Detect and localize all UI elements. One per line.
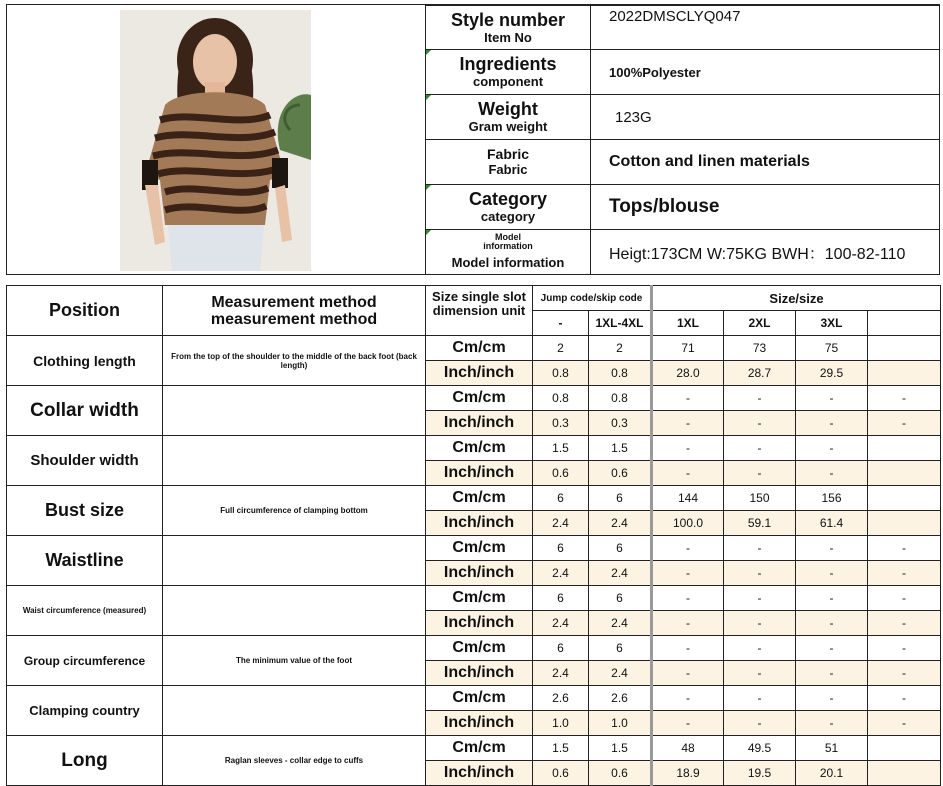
unit-inch-cell: Inch/inch	[426, 611, 533, 636]
method-cell	[163, 386, 426, 436]
cm-value-cell: 6	[589, 586, 652, 611]
unit-cm-cell: Cm/cm	[426, 486, 533, 511]
unit-header: Size single slot dimension unit	[426, 286, 533, 336]
cm-value-cell: 1.5	[589, 736, 652, 761]
inch-value-cell	[868, 361, 941, 386]
inch-value-cell: 28.0	[652, 361, 724, 386]
cm-value-cell: -	[652, 586, 724, 611]
cm-value-cell: -	[868, 386, 941, 411]
cm-value-cell: -	[724, 536, 796, 561]
size-col-1xl: 1XL	[652, 311, 724, 336]
model-value: Heigt:173CM W:75KG BWH：100-82-110	[591, 230, 940, 275]
size-chart-body	[7, 336, 941, 786]
inch-value-cell: 0.6	[533, 461, 589, 486]
unit-cm-cell: Cm/cm	[426, 436, 533, 461]
inch-value-cell: 0.3	[589, 411, 652, 436]
inch-value-cell: 2.4	[589, 611, 652, 636]
inch-value-cell: -	[868, 711, 941, 736]
inch-value-cell: -	[796, 661, 868, 686]
cm-value-cell: -	[868, 586, 941, 611]
unit-inch-cell: Inch/inch	[426, 761, 533, 786]
info-row-ingredients	[426, 50, 940, 95]
unit-cm-cell: Cm/cm	[426, 686, 533, 711]
weight-sublabel: Gram weight	[468, 119, 548, 134]
model-photo-illustration	[120, 10, 311, 271]
cm-value-cell: -	[652, 686, 724, 711]
cm-value-cell: -	[796, 536, 868, 561]
unit-inch-cell: Inch/inch	[426, 461, 533, 486]
cm-value-cell: -	[796, 386, 868, 411]
style-number-sublabel: Item No	[484, 29, 532, 45]
cm-value-cell: 6	[533, 486, 589, 511]
inch-value-cell: -	[724, 411, 796, 436]
inch-value-cell: 61.4	[796, 511, 868, 536]
fabric-label: Fabric	[486, 146, 529, 162]
cm-value-cell: 1.5	[533, 436, 589, 461]
cm-value-cell: -	[724, 636, 796, 661]
info-row-weight	[426, 95, 940, 140]
cm-value-cell: 2.6	[533, 686, 589, 711]
inch-value-cell: 2.4	[533, 661, 589, 686]
inch-value-cell: 0.3	[533, 411, 589, 436]
inch-value-cell: -	[868, 561, 941, 586]
jump-col-1xl-4xl: 1XL-4XL	[589, 311, 652, 336]
method-cell: From the top of the shoulder to the middle of the back foot (back length)	[163, 336, 426, 386]
category-value: Tops/blouse	[591, 185, 940, 230]
inch-value-cell: -	[796, 561, 868, 586]
inch-value-cell: -	[652, 411, 724, 436]
size-header: Size/size	[652, 286, 941, 311]
unit-cm-cell: Cm/cm	[426, 536, 533, 561]
unit-inch-cell: Inch/inch	[426, 411, 533, 436]
method-cell	[163, 436, 426, 486]
inch-value-cell: 19.5	[724, 761, 796, 786]
inch-value-cell: -	[868, 661, 941, 686]
cm-value-cell: 2	[533, 336, 589, 361]
method-cell: Full circumference of clamping bottom	[163, 486, 426, 536]
fabric-sublabel: Fabric	[488, 162, 528, 177]
cm-value-cell: -	[796, 586, 868, 611]
model-information-label: Model information	[451, 255, 565, 270]
position-cell: Long	[7, 736, 163, 786]
unit-cm-cell: Cm/cm	[426, 636, 533, 661]
position-header: Position	[7, 286, 163, 336]
method-cell: Raglan sleeves - collar edge to cuffs	[163, 736, 426, 786]
ingredients-label: Ingredients	[459, 54, 557, 74]
size-col-2xl: 2XL	[724, 311, 796, 336]
cm-value-cell: 2	[589, 336, 652, 361]
inch-value-cell: 18.9	[652, 761, 724, 786]
jump-code-header: Jump code/skip code	[533, 286, 652, 311]
unit-cm-cell: Cm/cm	[426, 386, 533, 411]
table-row	[7, 436, 941, 461]
cm-value-cell: -	[796, 686, 868, 711]
cm-value-cell: -	[652, 386, 724, 411]
unit-inch-cell: Inch/inch	[426, 711, 533, 736]
inch-value-cell: -	[724, 661, 796, 686]
cm-value-cell: 0.8	[589, 386, 652, 411]
unit-cm-cell: Cm/cm	[426, 736, 533, 761]
model-label: Model	[495, 232, 521, 242]
table-row	[7, 486, 941, 511]
cm-value-cell: 73	[724, 336, 796, 361]
position-cell: Waistline	[7, 536, 163, 586]
inch-value-cell: 100.0	[652, 511, 724, 536]
inch-value-cell: -	[652, 611, 724, 636]
position-cell: Clamping country	[7, 686, 163, 736]
ingredients-value: 100%Polyester	[591, 50, 940, 95]
inch-value-cell: 1.0	[533, 711, 589, 736]
size-col-3xl: 3XL	[796, 311, 868, 336]
unit-cm-cell: Cm/cm	[426, 586, 533, 611]
weight-value: 123G	[591, 95, 940, 140]
size-chart-table	[6, 285, 941, 786]
inch-value-cell: -	[724, 461, 796, 486]
inch-value-cell: 0.6	[589, 761, 652, 786]
cm-value-cell: 1.5	[533, 736, 589, 761]
cm-value-cell: 6	[589, 636, 652, 661]
position-cell: Shoulder width	[7, 436, 163, 486]
cm-value-cell	[868, 736, 941, 761]
size-col-empty	[868, 311, 941, 336]
cm-value-cell: 48	[652, 736, 724, 761]
category-sublabel: category	[480, 209, 536, 224]
cm-value-cell: 6	[589, 486, 652, 511]
inch-value-cell: -	[652, 661, 724, 686]
inch-value-cell: -	[796, 611, 868, 636]
cm-value-cell: -	[724, 686, 796, 711]
inch-value-cell: 20.1	[796, 761, 868, 786]
cm-value-cell: -	[868, 636, 941, 661]
cm-value-cell: 6	[533, 536, 589, 561]
style-number-label: Style number	[450, 9, 566, 30]
inch-value-cell: 28.7	[724, 361, 796, 386]
inch-value-cell: -	[724, 561, 796, 586]
table-row	[7, 736, 941, 761]
inch-value-cell: 2.4	[589, 561, 652, 586]
inch-value-cell: 59.1	[724, 511, 796, 536]
method-cell	[163, 686, 426, 736]
cm-value-cell: -	[652, 436, 724, 461]
cm-value-cell: -	[724, 436, 796, 461]
cm-value-cell	[868, 336, 941, 361]
inch-value-cell: 2.4	[589, 661, 652, 686]
method-cell	[163, 586, 426, 636]
inch-value-cell: 0.6	[533, 761, 589, 786]
cm-value-cell: 6	[589, 536, 652, 561]
cm-value-cell	[868, 436, 941, 461]
inch-value-cell: -	[652, 711, 724, 736]
unit-inch-cell: Inch/inch	[426, 511, 533, 536]
position-cell: Waist circumference (measured)	[7, 586, 163, 636]
cm-value-cell: -	[868, 686, 941, 711]
inch-value-cell: -	[724, 711, 796, 736]
position-cell: Bust size	[7, 486, 163, 536]
inch-value-cell: -	[724, 611, 796, 636]
unit-inch-cell: Inch/inch	[426, 661, 533, 686]
model-photo	[120, 10, 311, 271]
cm-value-cell: -	[868, 536, 941, 561]
inch-value-cell: 2.4	[589, 511, 652, 536]
model-sublabel: information	[483, 241, 533, 251]
inch-value-cell: 0.8	[533, 361, 589, 386]
cm-value-cell: 6	[533, 586, 589, 611]
inch-value-cell	[868, 511, 941, 536]
cm-value-cell: 0.8	[533, 386, 589, 411]
position-cell: Clothing length	[7, 336, 163, 386]
method-cell	[163, 536, 426, 586]
cm-value-cell: 75	[796, 336, 868, 361]
inch-value-cell	[868, 461, 941, 486]
position-cell: Collar width	[7, 386, 163, 436]
table-row	[7, 386, 941, 411]
inch-value-cell: 29.5	[796, 361, 868, 386]
inch-value-cell: -	[652, 561, 724, 586]
table-row	[7, 536, 941, 561]
inch-value-cell: -	[868, 411, 941, 436]
style-number-value: 2022DMSCLYQ047	[591, 6, 940, 50]
cm-value-cell: -	[796, 636, 868, 661]
method-header: Measurement method measurement method	[163, 286, 426, 336]
cm-value-cell	[868, 486, 941, 511]
table-row	[7, 686, 941, 711]
unit-cm-cell: Cm/cm	[426, 336, 533, 361]
product-info-table	[425, 5, 940, 275]
jump-col-dash: -	[533, 311, 589, 336]
cm-value-cell: -	[796, 436, 868, 461]
info-row-fabric	[426, 140, 940, 185]
inch-value-cell: -	[796, 411, 868, 436]
header-row-1	[7, 286, 941, 311]
cm-value-cell: -	[652, 636, 724, 661]
inch-value-cell: -	[868, 611, 941, 636]
product-info-panel	[6, 4, 940, 275]
cm-value-cell: 49.5	[724, 736, 796, 761]
inch-value-cell: 0.6	[589, 461, 652, 486]
inch-value-cell: -	[796, 461, 868, 486]
inch-value-cell: -	[796, 711, 868, 736]
ingredients-sublabel: component	[472, 74, 544, 89]
info-row-category	[426, 185, 940, 230]
cm-value-cell: -	[652, 536, 724, 561]
info-row-model	[426, 230, 940, 275]
weight-label: Weight	[478, 99, 538, 119]
table-row	[7, 636, 941, 661]
unit-inch-cell: Inch/inch	[426, 561, 533, 586]
cm-value-cell: 6	[533, 636, 589, 661]
info-row-style-number	[426, 6, 940, 50]
cm-value-cell: 2.6	[589, 686, 652, 711]
cm-value-cell: 51	[796, 736, 868, 761]
fabric-value: Cotton and linen materials	[591, 140, 940, 185]
unit-inch-cell: Inch/inch	[426, 361, 533, 386]
category-label: Category	[468, 189, 548, 209]
cm-value-cell: 150	[724, 486, 796, 511]
method-cell: The minimum value of the foot	[163, 636, 426, 686]
cm-value-cell: -	[724, 586, 796, 611]
inch-value-cell: 2.4	[533, 511, 589, 536]
cm-value-cell: -	[724, 386, 796, 411]
inch-value-cell: 2.4	[533, 611, 589, 636]
inch-value-cell: 0.8	[589, 361, 652, 386]
cm-value-cell: 1.5	[589, 436, 652, 461]
cm-value-cell: 71	[652, 336, 724, 361]
table-row	[7, 586, 941, 611]
inch-value-cell: 2.4	[533, 561, 589, 586]
cm-value-cell: 156	[796, 486, 868, 511]
cm-value-cell: 144	[652, 486, 724, 511]
table-row	[7, 336, 941, 361]
position-cell: Group circumference	[7, 636, 163, 686]
inch-value-cell: 1.0	[589, 711, 652, 736]
inch-value-cell: -	[652, 461, 724, 486]
